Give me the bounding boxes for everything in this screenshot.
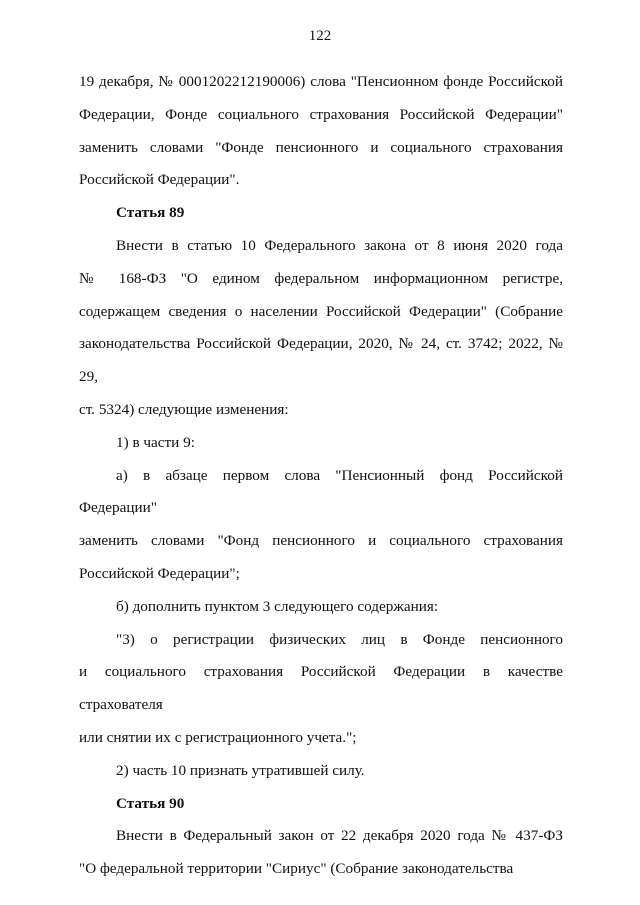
text-line: заменить словами "Фонд пенсионного и социального страхования xyxy=(79,532,563,550)
text-line: 1) в части 9: xyxy=(116,433,195,451)
text-line: 2) часть 10 признать утратившей силу. xyxy=(116,761,365,779)
text-line: законодательства Российской Федерации, 2020, № 24, ст. 3742; 2022, № 29, xyxy=(79,335,563,386)
text-line: Российской Федерации". xyxy=(79,171,240,189)
text-line: "О федеральной территории "Сириус" (Собрание законодательства xyxy=(79,860,514,878)
paragraph xyxy=(79,460,563,591)
text-line: или снятии их с регистрационного учета."; xyxy=(79,728,357,746)
text-line: Федерации, Фонде социального страхования Российской Федерации" xyxy=(79,105,563,123)
page-number: 122 xyxy=(308,28,332,44)
text-line: "3) о регистрации физических лиц в Фонде пенсионного xyxy=(116,630,563,648)
paragraph xyxy=(79,624,563,755)
paragraph xyxy=(79,820,563,886)
text-line: а) в абзаце первом слова "Пенсионный фонд Российской Федерации" xyxy=(79,466,563,517)
paragraph xyxy=(79,427,563,460)
paragraph xyxy=(79,66,563,197)
text-line: Внести в Федеральный закон от 22 декабря 2020 года № 437-ФЗ xyxy=(116,827,563,845)
paragraph xyxy=(79,230,563,427)
paragraph xyxy=(79,755,563,788)
text-line: № 168-ФЗ "О едином федеральном информационном регистре, xyxy=(79,269,563,287)
paragraph xyxy=(79,591,563,624)
text-line: б) дополнить пунктом 3 следующего содержания: xyxy=(116,597,439,615)
article-heading: Статья 89 xyxy=(116,204,185,222)
text-line: Российской Федерации"; xyxy=(79,564,240,582)
text-line: 19 декабря, № 0001202212190006) слова "Пенсионном фонде Российской xyxy=(79,73,563,90)
text-line: содержащем сведения о населении Российской Федерации" (Собрание xyxy=(79,302,563,320)
text-line: и социального страхования Российской Федерации в качестве страхователя xyxy=(79,663,563,714)
text-line: ст. 5324) следующие изменения: xyxy=(79,400,289,418)
article-heading: Статья 90 xyxy=(116,794,185,812)
text-line: заменить словами "Фонде пенсионного и социального страхования xyxy=(79,138,563,156)
document-body xyxy=(79,66,563,886)
text-line: Внести в статью 10 Федерального закона от 8 июня 2020 года xyxy=(116,236,563,254)
